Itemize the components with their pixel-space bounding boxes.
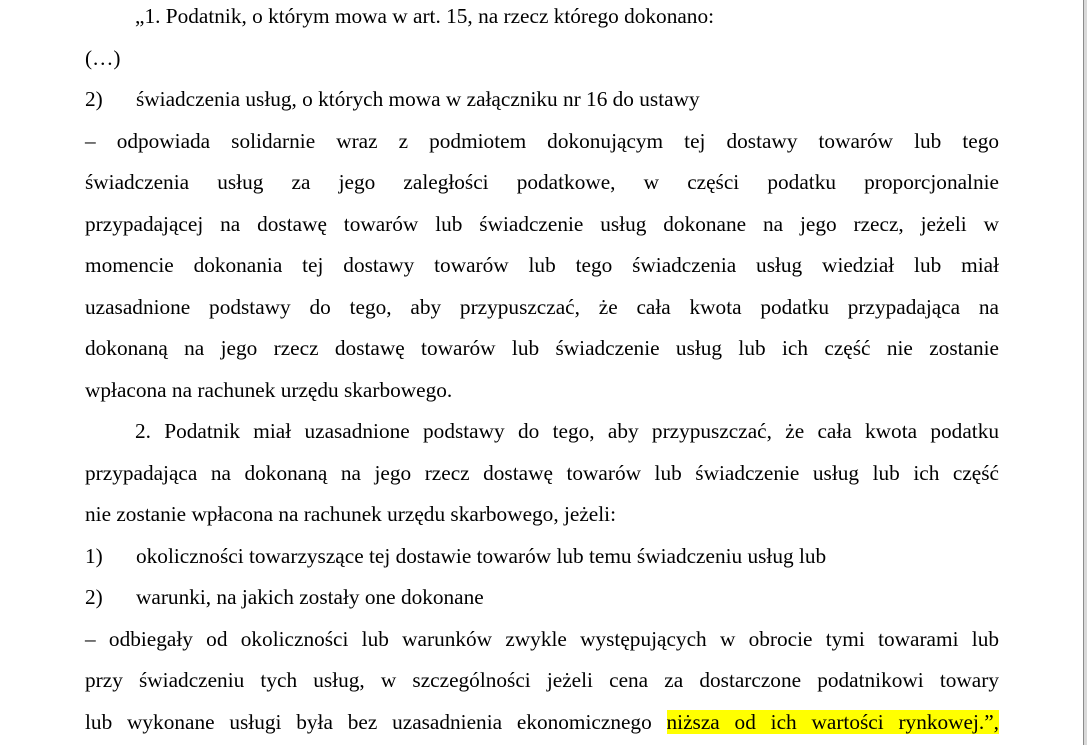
list-item-text: okoliczności towarzyszące tej dostawie towarów lub temu świadczeniu usług lub [136,543,827,568]
ellipsis: (…) [85,45,121,70]
text-line: momencie dokonania tej dostawy towarów lub tego świadczenia usług wiedział lub miał [85,253,999,277]
paragraph-1-intro: „1. Podatnik, o którym mowa w art. 15, na rzecz którego dokonano: [135,4,715,28]
document-body [85,0,999,743]
list-item-number: 1) [85,543,103,568]
text-line-last [85,702,999,744]
paragraph-2-intro: 2. Podatnik miał uzasadnione podstawy do tego, aby przypuszczać, że cała kwota podatku [135,419,999,443]
text-line: – odpowiada solidarnie wraz z podmiotem dokonującym tej dostawy towarów lub tego [85,128,999,153]
text-line: uzasadnione podstawy do tego, aby przypuszczać, że cała kwota podatku przypadająca na [85,294,999,319]
text-line: – odbiegały od okoliczności lub warunków zwykle występujących w obrocie tymi towarami lub [85,626,999,651]
list-item [85,577,999,619]
list-item [85,79,999,121]
list-item-text: warunki, na jakich zostały one dokonane [136,585,484,609]
list-item-number: 2) [85,585,103,609]
text-line: dokonaną na jego rzecz dostawę towarów lub świadczenie usług lub ich część nie zostanie [85,336,999,360]
last-line-text: lub wykonane usługi była bez uzasadnienia ekonomicznego [85,709,667,734]
text-line: przypadająca na dokonaną na jego rzecz dostawę towarów lub świadczenie usług lub ich część [85,460,999,485]
text-line: nie zostanie wpłacona na rachunek urzędu skarbowego, jeżeli: [85,502,617,526]
list-item [85,536,999,578]
text-line: przy świadczeniu tych usług, w szczególności jeżeli cena za dostarczone podatnikowi towary [85,668,999,692]
list-item-text: świadczenia usług, o których mowa w załączniku nr 16 do ustawy [136,87,700,111]
text-line: przypadającej na dostawę towarów lub świadczenie usług dokonane na jego rzecz, jeżeli w [85,211,999,236]
list-item-number: 2) [85,87,103,111]
text-line: wpłacona na rachunek urzędu skarbowego. [85,377,453,402]
highlighted-text: niższa od ich wartości rynkowej.”, [666,709,999,734]
text-line: świadczenia usług za jego zaległości podatkowe, w części podatku proporcjonalnie [85,170,999,194]
